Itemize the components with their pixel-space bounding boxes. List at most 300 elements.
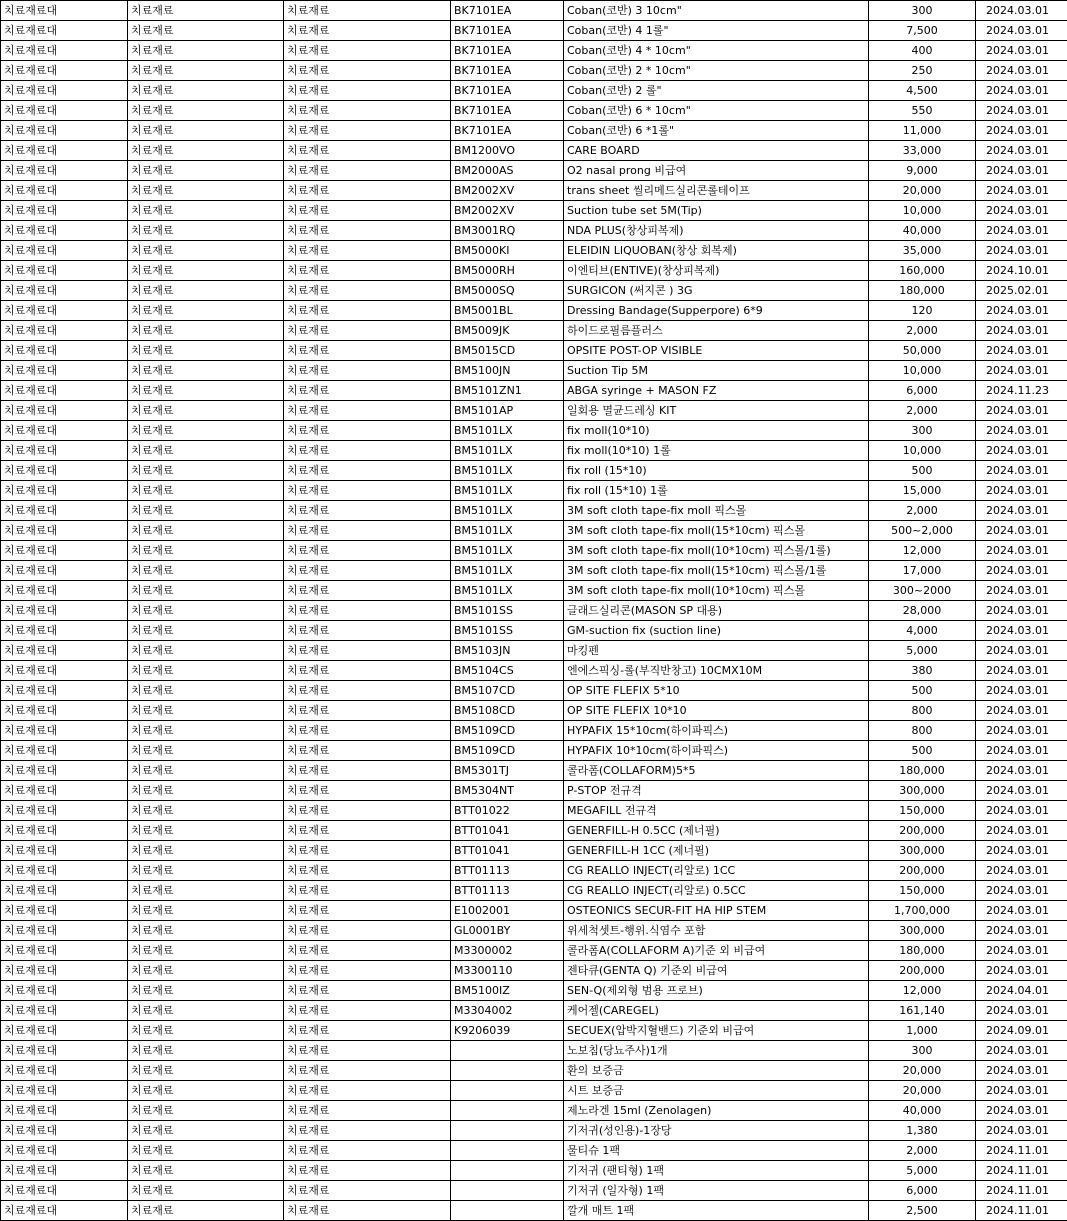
group-cell: 치료재료 [128, 141, 284, 161]
group-cell: 치료재료 [128, 541, 284, 561]
table-row [1, 1101, 1067, 1121]
item-name-cell: GENERFILL-H 1CC (제너필) [564, 841, 869, 861]
effective-date-cell: 2024.03.01 [976, 901, 1067, 921]
effective-date-cell: 2024.03.01 [976, 521, 1067, 541]
category-cell: 치료재료대 [1, 801, 128, 821]
price-cell: 180,000 [869, 941, 976, 961]
category-cell: 치료재료대 [1, 261, 128, 281]
category-cell: 치료재료대 [1, 121, 128, 141]
item-name-cell: 젠타큐(GENTA Q) 기준외 비급여 [564, 961, 869, 981]
effective-date-cell: 2024.09.01 [976, 1021, 1067, 1041]
group-cell: 치료재료 [128, 281, 284, 301]
code-cell: BM5304NT [451, 781, 564, 801]
subgroup-cell: 치료재료 [284, 681, 451, 701]
item-name-cell: 3M soft cloth tape-fix moll(15*10cm) 픽스몰 [564, 521, 869, 541]
effective-date-cell: 2024.03.01 [976, 701, 1067, 721]
table-row [1, 321, 1067, 341]
effective-date-cell: 2024.03.01 [976, 601, 1067, 621]
group-cell: 치료재료 [128, 821, 284, 841]
code-cell: BM5100IZ [451, 981, 564, 1001]
table-row [1, 641, 1067, 661]
group-cell: 치료재료 [128, 61, 284, 81]
item-name-cell: fix roll (15*10) 1롤 [564, 481, 869, 501]
table-row [1, 441, 1067, 461]
price-cell: 33,000 [869, 141, 976, 161]
effective-date-cell: 2024.03.01 [976, 361, 1067, 381]
effective-date-cell: 2024.03.01 [976, 181, 1067, 201]
code-cell [451, 1141, 564, 1161]
group-cell: 치료재료 [128, 561, 284, 581]
group-cell: 치료재료 [128, 221, 284, 241]
effective-date-cell: 2024.03.01 [976, 421, 1067, 441]
group-cell: 치료재료 [128, 961, 284, 981]
category-cell: 치료재료대 [1, 961, 128, 981]
table-row [1, 481, 1067, 501]
subgroup-cell: 치료재료 [284, 221, 451, 241]
effective-date-cell: 2024.11.01 [976, 1141, 1067, 1161]
code-cell: BM5101LX [451, 521, 564, 541]
effective-date-cell: 2024.03.01 [976, 441, 1067, 461]
subgroup-cell: 치료재료 [284, 1021, 451, 1041]
item-name-cell: GM-suction fix (suction line) [564, 621, 869, 641]
price-cell: 6,000 [869, 1181, 976, 1201]
category-cell: 치료재료대 [1, 361, 128, 381]
table-row [1, 241, 1067, 261]
price-cell: 15,000 [869, 481, 976, 501]
effective-date-cell: 2024.11.01 [976, 1201, 1067, 1221]
item-name-cell: 노보침(당뇨주사)1개 [564, 1041, 869, 1061]
category-cell: 치료재료대 [1, 61, 128, 81]
group-cell: 치료재료 [128, 401, 284, 421]
table-row [1, 721, 1067, 741]
item-name-cell: Coban(코반) 2 * 10cm" [564, 61, 869, 81]
category-cell: 치료재료대 [1, 341, 128, 361]
category-cell: 치료재료대 [1, 1, 128, 21]
item-name-cell: 케어젤(CAREGEL) [564, 1001, 869, 1021]
category-cell: 치료재료대 [1, 661, 128, 681]
group-cell: 치료재료 [128, 741, 284, 761]
effective-date-cell: 2024.03.01 [976, 61, 1067, 81]
code-cell: BM5103JN [451, 641, 564, 661]
group-cell: 치료재료 [128, 881, 284, 901]
category-cell: 치료재료대 [1, 241, 128, 261]
price-cell: 20,000 [869, 1081, 976, 1101]
subgroup-cell: 치료재료 [284, 901, 451, 921]
effective-date-cell: 2024.03.01 [976, 81, 1067, 101]
table-row [1, 41, 1067, 61]
code-cell: BM5107CD [451, 681, 564, 701]
subgroup-cell: 치료재료 [284, 641, 451, 661]
table-row [1, 981, 1067, 1001]
price-cell: 180,000 [869, 281, 976, 301]
item-name-cell: CG REALLO INJECT(리알로) 0.5CC [564, 881, 869, 901]
code-cell: K9206039 [451, 1021, 564, 1041]
item-name-cell: 3M soft cloth tape-fix moll(15*10cm) 픽스몰/1롤 [564, 561, 869, 581]
category-cell: 치료재료대 [1, 141, 128, 161]
table-row [1, 1081, 1067, 1101]
category-cell: 치료재료대 [1, 401, 128, 421]
code-cell [451, 1081, 564, 1101]
table-row [1, 561, 1067, 581]
item-name-cell: SURGICON (써지콘 ) 3G [564, 281, 869, 301]
price-cell: 10,000 [869, 201, 976, 221]
subgroup-cell: 치료재료 [284, 321, 451, 341]
effective-date-cell: 2024.03.01 [976, 581, 1067, 601]
effective-date-cell: 2024.03.01 [976, 201, 1067, 221]
group-cell: 치료재료 [128, 1, 284, 21]
code-cell: BM2000AS [451, 161, 564, 181]
table-row [1, 301, 1067, 321]
code-cell [451, 1101, 564, 1121]
code-cell: GL0001BY [451, 921, 564, 941]
item-name-cell: Coban(코반) 4 1롤" [564, 21, 869, 41]
table-row [1, 581, 1067, 601]
category-cell: 치료재료대 [1, 1001, 128, 1021]
subgroup-cell: 치료재료 [284, 201, 451, 221]
category-cell: 치료재료대 [1, 81, 128, 101]
code-cell: BK7101EA [451, 21, 564, 41]
table-row [1, 161, 1067, 181]
category-cell: 치료재료대 [1, 541, 128, 561]
table-row [1, 1001, 1067, 1021]
group-cell: 치료재료 [128, 901, 284, 921]
code-cell: BM5101LX [451, 421, 564, 441]
subgroup-cell: 치료재료 [284, 1161, 451, 1181]
effective-date-cell: 2024.03.01 [976, 1081, 1067, 1101]
effective-date-cell: 2024.03.01 [976, 101, 1067, 121]
group-cell: 치료재료 [128, 1081, 284, 1101]
effective-date-cell: 2024.03.01 [976, 1041, 1067, 1061]
subgroup-cell: 치료재료 [284, 361, 451, 381]
price-cell: 120 [869, 301, 976, 321]
category-cell: 치료재료대 [1, 741, 128, 761]
effective-date-cell: 2024.03.01 [976, 941, 1067, 961]
subgroup-cell: 치료재료 [284, 141, 451, 161]
group-cell: 치료재료 [128, 1041, 284, 1061]
table-row [1, 861, 1067, 881]
subgroup-cell: 치료재료 [284, 1181, 451, 1201]
category-cell: 치료재료대 [1, 601, 128, 621]
category-cell: 치료재료대 [1, 581, 128, 601]
group-cell: 치료재료 [128, 841, 284, 861]
price-cell: 11,000 [869, 121, 976, 141]
price-cell: 200,000 [869, 861, 976, 881]
code-cell: BM5101LX [451, 461, 564, 481]
table-row [1, 1141, 1067, 1161]
code-cell [451, 1041, 564, 1061]
table-row [1, 61, 1067, 81]
effective-date-cell: 2024.04.01 [976, 981, 1067, 1001]
price-cell: 12,000 [869, 981, 976, 1001]
category-cell: 치료재료대 [1, 861, 128, 881]
effective-date-cell: 2025.02.01 [976, 281, 1067, 301]
price-cell: 20,000 [869, 181, 976, 201]
subgroup-cell: 치료재료 [284, 61, 451, 81]
price-cell: 300,000 [869, 921, 976, 941]
table-row [1, 101, 1067, 121]
item-name-cell: SECUEX(압박지혈밴드) 기준외 비급여 [564, 1021, 869, 1041]
subgroup-cell: 치료재료 [284, 421, 451, 441]
subgroup-cell: 치료재료 [284, 1101, 451, 1121]
price-cell: 400 [869, 41, 976, 61]
group-cell: 치료재료 [128, 241, 284, 261]
subgroup-cell: 치료재료 [284, 461, 451, 481]
effective-date-cell: 2024.03.01 [976, 241, 1067, 261]
table-row [1, 1121, 1067, 1141]
price-cell: 6,000 [869, 381, 976, 401]
group-cell: 치료재료 [128, 481, 284, 501]
effective-date-cell: 2024.10.01 [976, 261, 1067, 281]
subgroup-cell: 치료재료 [284, 1, 451, 21]
price-cell: 150,000 [869, 801, 976, 821]
subgroup-cell: 치료재료 [284, 281, 451, 301]
table-row [1, 701, 1067, 721]
item-name-cell: 일회용 멸균드레싱 KIT [564, 401, 869, 421]
category-cell: 치료재료대 [1, 641, 128, 661]
table-row [1, 1181, 1067, 1201]
price-cell: 380 [869, 661, 976, 681]
subgroup-cell: 치료재료 [284, 581, 451, 601]
item-name-cell: OP SITE FLEFIX 10*10 [564, 701, 869, 721]
code-cell: BM2002XV [451, 201, 564, 221]
item-name-cell: 기저귀(성인용)-1장당 [564, 1121, 869, 1141]
price-cell: 1,380 [869, 1121, 976, 1141]
effective-date-cell: 2024.03.01 [976, 681, 1067, 701]
category-cell: 치료재료대 [1, 461, 128, 481]
table-row [1, 681, 1067, 701]
category-cell: 치료재료대 [1, 1201, 128, 1221]
item-name-cell: HYPAFIX 10*10cm(하이파픽스) [564, 741, 869, 761]
table-row [1, 541, 1067, 561]
table-row [1, 181, 1067, 201]
subgroup-cell: 치료재료 [284, 761, 451, 781]
subgroup-cell: 치료재료 [284, 441, 451, 461]
item-name-cell: Coban(코반) 2 롤" [564, 81, 869, 101]
effective-date-cell: 2024.03.01 [976, 481, 1067, 501]
item-name-cell: 콜라폼A(COLLAFORM A)기준 외 비급여 [564, 941, 869, 961]
table-row [1, 141, 1067, 161]
table-row [1, 221, 1067, 241]
code-cell: BM5000KI [451, 241, 564, 261]
table-row [1, 21, 1067, 41]
item-name-cell: 기저귀 (일자형) 1팩 [564, 1181, 869, 1201]
price-cell: 800 [869, 701, 976, 721]
table-row [1, 601, 1067, 621]
subgroup-cell: 치료재료 [284, 341, 451, 361]
group-cell: 치료재료 [128, 461, 284, 481]
item-name-cell: 3M soft cloth tape-fix moll(10*10cm) 픽스몰/1롤) [564, 541, 869, 561]
subgroup-cell: 치료재료 [284, 781, 451, 801]
group-cell: 치료재료 [128, 1061, 284, 1081]
table-row [1, 781, 1067, 801]
item-name-cell: trans sheet 씰리메드실리콘롤테이프 [564, 181, 869, 201]
effective-date-cell: 2024.03.01 [976, 141, 1067, 161]
code-cell: BTT01022 [451, 801, 564, 821]
table-row [1, 461, 1067, 481]
code-cell: BTT01113 [451, 861, 564, 881]
category-cell: 치료재료대 [1, 281, 128, 301]
price-cell: 800 [869, 721, 976, 741]
item-name-cell: Coban(코반) 4 * 10cm" [564, 41, 869, 61]
category-cell: 치료재료대 [1, 101, 128, 121]
category-cell: 치료재료대 [1, 981, 128, 1001]
table-row [1, 401, 1067, 421]
category-cell: 치료재료대 [1, 321, 128, 341]
item-name-cell: 3M soft cloth tape-fix moll(10*10cm) 픽스몰 [564, 581, 869, 601]
table-row [1, 921, 1067, 941]
code-cell [451, 1181, 564, 1201]
price-cell: 500 [869, 461, 976, 481]
group-cell: 치료재료 [128, 521, 284, 541]
table-row [1, 1061, 1067, 1081]
item-name-cell: fix roll (15*10) [564, 461, 869, 481]
item-name-cell: Coban(코반) 3 10cm" [564, 1, 869, 21]
item-name-cell: fix moll(10*10) 1롤 [564, 441, 869, 461]
item-name-cell: OP SITE FLEFIX 5*10 [564, 681, 869, 701]
effective-date-cell: 2024.03.01 [976, 721, 1067, 741]
effective-date-cell: 2024.03.01 [976, 1, 1067, 21]
group-cell: 치료재료 [128, 1001, 284, 1021]
subgroup-cell: 치료재료 [284, 921, 451, 941]
effective-date-cell: 2024.03.01 [976, 1101, 1067, 1121]
item-name-cell: fix moll(10*10) [564, 421, 869, 441]
code-cell: BM5101AP [451, 401, 564, 421]
table-row [1, 281, 1067, 301]
category-cell: 치료재료대 [1, 1021, 128, 1041]
price-cell: 550 [869, 101, 976, 121]
subgroup-cell: 치료재료 [284, 841, 451, 861]
group-cell: 치료재료 [128, 81, 284, 101]
effective-date-cell: 2024.03.01 [976, 21, 1067, 41]
code-cell: M3300110 [451, 961, 564, 981]
code-cell: BK7101EA [451, 101, 564, 121]
group-cell: 치료재료 [128, 381, 284, 401]
code-cell: BM5301TJ [451, 761, 564, 781]
price-cell: 10,000 [869, 361, 976, 381]
price-cell: 300 [869, 421, 976, 441]
code-cell: BM5001BL [451, 301, 564, 321]
table-row [1, 1021, 1067, 1041]
item-name-cell: Suction Tip 5M [564, 361, 869, 381]
price-cell: 20,000 [869, 1061, 976, 1081]
table-row [1, 881, 1067, 901]
table-row [1, 621, 1067, 641]
price-cell: 200,000 [869, 821, 976, 841]
code-cell: BM5104CS [451, 661, 564, 681]
subgroup-cell: 치료재료 [284, 101, 451, 121]
category-cell: 치료재료대 [1, 721, 128, 741]
price-cell: 17,000 [869, 561, 976, 581]
item-name-cell: MEGAFILL 전규격 [564, 801, 869, 821]
code-cell: BM5101LX [451, 501, 564, 521]
group-cell: 치료재료 [128, 181, 284, 201]
price-cell: 200,000 [869, 961, 976, 981]
code-cell: M3304002 [451, 1001, 564, 1021]
table-row [1, 341, 1067, 361]
table-row [1, 81, 1067, 101]
item-name-cell: 기저귀 (팬티형) 1팩 [564, 1161, 869, 1181]
subgroup-cell: 치료재료 [284, 381, 451, 401]
category-cell: 치료재료대 [1, 1081, 128, 1101]
price-cell: 1,000 [869, 1021, 976, 1041]
group-cell: 치료재료 [128, 761, 284, 781]
group-cell: 치료재료 [128, 721, 284, 741]
category-cell: 치료재료대 [1, 901, 128, 921]
code-cell: BM5000SQ [451, 281, 564, 301]
code-cell: BM5101ZN1 [451, 381, 564, 401]
category-cell: 치료재료대 [1, 1141, 128, 1161]
effective-date-cell: 2024.11.01 [976, 1161, 1067, 1181]
price-cell: 160,000 [869, 261, 976, 281]
category-cell: 치료재료대 [1, 941, 128, 961]
group-cell: 치료재료 [128, 421, 284, 441]
code-cell: BM5101SS [451, 621, 564, 641]
group-cell: 치료재료 [128, 921, 284, 941]
effective-date-cell: 2024.03.01 [976, 961, 1067, 981]
subgroup-cell: 치료재료 [284, 701, 451, 721]
table-row [1, 941, 1067, 961]
category-cell: 치료재료대 [1, 681, 128, 701]
item-name-cell: O2 nasal prong 비급여 [564, 161, 869, 181]
table-row [1, 501, 1067, 521]
group-cell: 치료재료 [128, 981, 284, 1001]
code-cell: BM5101LX [451, 581, 564, 601]
table-row [1, 521, 1067, 541]
item-name-cell: 물티슈 1팩 [564, 1141, 869, 1161]
price-cell: 9,000 [869, 161, 976, 181]
group-cell: 치료재료 [128, 161, 284, 181]
effective-date-cell: 2024.03.01 [976, 761, 1067, 781]
category-cell: 치료재료대 [1, 421, 128, 441]
price-cell: 5,000 [869, 641, 976, 661]
table-row [1, 761, 1067, 781]
subgroup-cell: 치료재료 [284, 881, 451, 901]
item-name-cell: 이엔티브(ENTIVE)(창상피복제) [564, 261, 869, 281]
price-cell: 2,000 [869, 401, 976, 421]
category-cell: 치료재료대 [1, 881, 128, 901]
effective-date-cell: 2024.03.01 [976, 881, 1067, 901]
item-name-cell: 마킹펜 [564, 641, 869, 661]
code-cell: BM5100JN [451, 361, 564, 381]
group-cell: 치료재료 [128, 621, 284, 641]
category-cell: 치료재료대 [1, 221, 128, 241]
category-cell: 치료재료대 [1, 441, 128, 461]
subgroup-cell: 치료재료 [284, 621, 451, 641]
subgroup-cell: 치료재료 [284, 501, 451, 521]
table-row [1, 821, 1067, 841]
item-name-cell: Suction tube set 5M(Tip) [564, 201, 869, 221]
group-cell: 치료재료 [128, 501, 284, 521]
price-cell: 150,000 [869, 881, 976, 901]
code-cell: BM2002XV [451, 181, 564, 201]
group-cell: 치료재료 [128, 101, 284, 121]
item-name-cell: 제노라겐 15ml (Zenolagen) [564, 1101, 869, 1121]
code-cell: BK7101EA [451, 81, 564, 101]
price-cell: 500 [869, 741, 976, 761]
subgroup-cell: 치료재료 [284, 801, 451, 821]
subgroup-cell: 치료재료 [284, 861, 451, 881]
effective-date-cell: 2024.03.01 [976, 1001, 1067, 1021]
subgroup-cell: 치료재료 [284, 241, 451, 261]
price-cell: 300,000 [869, 781, 976, 801]
code-cell: BM5101SS [451, 601, 564, 621]
category-cell: 치료재료대 [1, 701, 128, 721]
item-name-cell: OPSITE POST-OP VISIBLE [564, 341, 869, 361]
subgroup-cell: 치료재료 [284, 21, 451, 41]
effective-date-cell: 2024.03.01 [976, 341, 1067, 361]
group-cell: 치료재료 [128, 441, 284, 461]
category-cell: 치료재료대 [1, 201, 128, 221]
